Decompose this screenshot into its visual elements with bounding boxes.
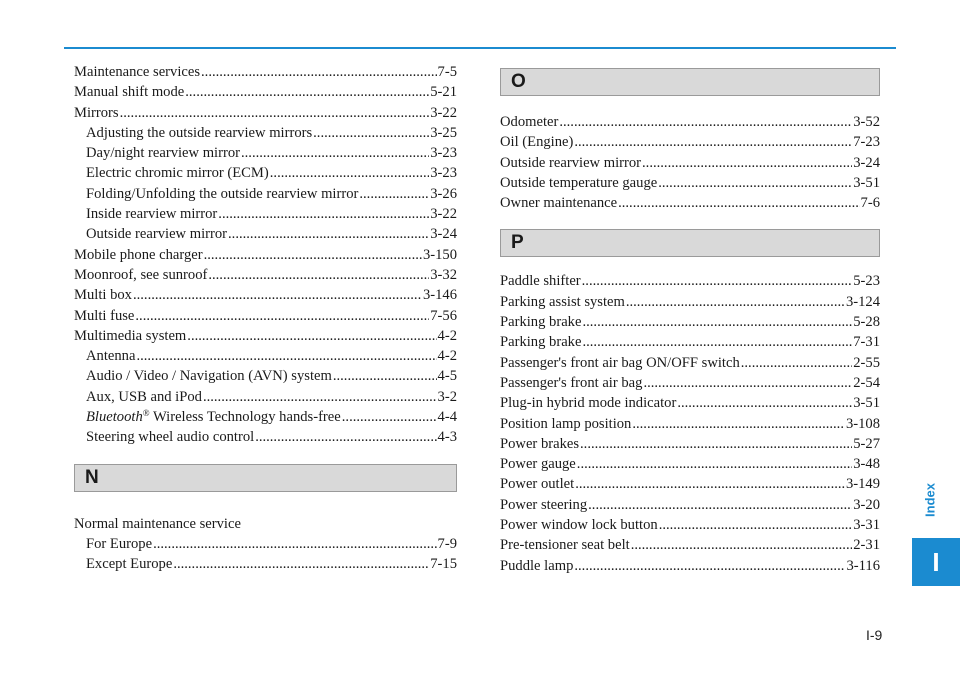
page-ref: 2-54 — [853, 374, 880, 391]
page-ref: 3-51 — [853, 174, 880, 191]
page-ref: 7-23 — [853, 134, 880, 151]
page-ref: 7-5 — [437, 64, 457, 80]
index-entry[interactable] — [500, 414, 880, 434]
page-ref: 4-4 — [437, 409, 457, 426]
index-entry[interactable] — [74, 123, 457, 143]
dot-leader — [659, 515, 853, 535]
dot-leader — [270, 163, 429, 183]
page-ref: 3-24 — [430, 226, 457, 243]
index-entry[interactable] — [500, 332, 880, 352]
page-ref: 3-2 — [437, 388, 457, 405]
index-entry[interactable] — [74, 265, 457, 285]
index-entry[interactable] — [500, 434, 880, 454]
entry-term: Power brakes — [500, 435, 580, 452]
page-ref: 3-51 — [853, 395, 880, 412]
index-entry[interactable] — [74, 285, 457, 305]
index-entry-normal-maintenance[interactable]: Normal maintenance service — [74, 515, 241, 532]
index-entry[interactable] — [500, 153, 880, 173]
index-entry[interactable] — [74, 184, 457, 204]
page-ref: 3-22 — [430, 104, 457, 121]
entry-term: Manual shift mode — [74, 84, 185, 101]
index-entry[interactable] — [500, 292, 880, 312]
page-ref: 4-2 — [437, 327, 457, 344]
section-side-label: Index — [922, 483, 938, 517]
index-entry[interactable] — [500, 132, 880, 152]
dot-leader — [201, 62, 437, 82]
entry-term: Paddle shifter — [500, 273, 581, 290]
dot-leader — [133, 285, 422, 305]
index-entry[interactable] — [500, 193, 880, 213]
entry-term: Power steering — [500, 496, 588, 513]
page-ref: 3-149 — [845, 476, 880, 493]
dot-leader — [255, 427, 436, 447]
index-entry[interactable] — [500, 373, 880, 393]
index-entry[interactable] — [74, 103, 457, 123]
dot-leader — [575, 474, 845, 494]
dot-leader — [582, 271, 853, 291]
page-ref: 7-9 — [437, 535, 457, 552]
p-entries — [500, 271, 880, 575]
page-ref: 3-23 — [430, 165, 457, 182]
page-ref: 4-3 — [437, 429, 457, 446]
page-ref: 3-26 — [430, 185, 457, 202]
page-ref: 4-2 — [437, 348, 457, 365]
dot-leader — [185, 82, 429, 102]
entry-term: Except Europe — [86, 556, 173, 573]
dot-leader — [241, 143, 429, 163]
dot-leader — [559, 112, 852, 132]
page-ref: 3-108 — [845, 415, 880, 432]
page-ref: 5-28 — [853, 314, 880, 331]
dot-leader — [642, 153, 852, 173]
index-entry[interactable] — [500, 474, 880, 494]
entry-term: Electric chromic mirror (ECM) — [86, 165, 269, 182]
page-ref: 3-124 — [845, 293, 880, 310]
page-ref: 2-55 — [853, 354, 880, 371]
entry-term: Multi box — [74, 287, 132, 304]
entry-term: Power gauge — [500, 456, 576, 473]
entry-term: Parking brake — [500, 314, 582, 331]
entry-term: Passenger's front air bag — [500, 374, 643, 391]
page-ref: 3-20 — [853, 496, 880, 513]
index-entry[interactable] — [500, 515, 880, 535]
page-ref: 3-24 — [853, 154, 880, 171]
entry-term: Maintenance services — [74, 64, 201, 80]
page-ref: 7-15 — [430, 556, 457, 573]
entry-term: Multi fuse — [74, 307, 135, 324]
index-entry[interactable] — [74, 306, 457, 326]
page-ref: 7-31 — [853, 334, 880, 351]
index-entry[interactable] — [74, 245, 457, 265]
right-column — [500, 68, 880, 576]
entry-term: Position lamp position — [500, 415, 632, 432]
index-entry[interactable] — [74, 554, 457, 574]
page-ref: 3-32 — [430, 266, 457, 283]
dot-leader — [173, 554, 429, 574]
dot-leader — [574, 556, 845, 576]
n-entries — [74, 534, 457, 575]
page-ref: 3-116 — [846, 557, 880, 574]
page-ref: 2-31 — [853, 537, 880, 554]
index-entry[interactable] — [74, 346, 457, 366]
index-entry[interactable] — [74, 82, 457, 102]
dot-leader — [228, 224, 429, 244]
dot-leader — [582, 332, 852, 352]
left-column — [74, 62, 457, 575]
page-ref: 3-25 — [430, 124, 457, 141]
entry-term: Plug-in hybrid mode indicator — [500, 395, 677, 412]
dot-leader — [313, 123, 429, 143]
entry-term: Multimedia system — [74, 327, 187, 344]
section-header-o: O — [500, 68, 880, 96]
index-entry[interactable] — [500, 556, 880, 576]
entry-term: Mirrors — [74, 104, 119, 121]
page-ref: 7-6 — [860, 195, 880, 212]
dot-leader — [580, 434, 852, 454]
index-entry[interactable] — [500, 112, 880, 132]
page-ref: 3-22 — [430, 206, 457, 223]
o-entries — [500, 112, 880, 213]
entry-term: Adjusting the outside rearview mirrors — [86, 124, 313, 141]
page-ref: 3-52 — [853, 114, 880, 130]
entry-term: Antenna — [86, 348, 136, 365]
entry-term: Puddle lamp — [500, 557, 574, 574]
entry-term: Owner maintenance — [500, 195, 618, 212]
page-ref: 5-23 — [853, 273, 880, 290]
dot-leader — [153, 534, 436, 554]
page-ref: 3-150 — [422, 246, 457, 263]
dot-leader — [136, 346, 436, 366]
index-entry[interactable] — [500, 312, 880, 332]
index-entry[interactable] — [500, 495, 880, 515]
dot-leader — [208, 265, 429, 285]
entry-term: Audio / Video / Navigation (AVN) system — [86, 368, 332, 385]
entry-term: Odometer — [500, 114, 559, 130]
dot-leader — [187, 326, 436, 346]
page-ref: 7-56 — [430, 307, 457, 324]
dot-leader — [342, 407, 437, 427]
index-entry[interactable] — [74, 387, 457, 407]
entry-term: Passenger's front air bag ON/OFF switch — [500, 354, 740, 371]
dot-leader — [333, 366, 437, 386]
entry-term: Moonroof, see sunroof — [74, 266, 208, 283]
dot-leader — [658, 173, 852, 193]
index-entry[interactable] — [500, 271, 880, 291]
index-entry[interactable] — [500, 535, 880, 555]
index-entry[interactable] — [74, 224, 457, 244]
dot-leader — [582, 312, 852, 332]
entry-term: Power outlet — [500, 476, 575, 493]
entry-term: Outside rearview mirror — [500, 154, 642, 171]
dot-leader — [135, 306, 429, 326]
page-number: I-9 — [866, 627, 883, 643]
page-ref: 3-23 — [430, 145, 457, 162]
dot-leader — [631, 535, 853, 555]
index-entry[interactable] — [500, 454, 880, 474]
dot-leader — [632, 414, 845, 434]
index-entry[interactable] — [500, 353, 880, 373]
dot-leader — [218, 204, 429, 224]
index-tab[interactable]: I — [912, 538, 960, 586]
index-entry[interactable] — [74, 326, 457, 346]
index-entry-bluetooth[interactable]: Bluetooth® Wireless Technology hands-free ..... 4-4 — [74, 407, 457, 427]
header-rule — [64, 47, 896, 49]
dot-leader — [574, 132, 852, 152]
entry-term: For Europe — [86, 535, 153, 552]
page-ref: 3-31 — [853, 517, 880, 534]
dot-leader — [120, 103, 430, 123]
dot-leader — [643, 373, 852, 393]
entry-term: Parking assist system — [500, 293, 625, 310]
m-entries — [74, 62, 457, 407]
entry-term: Mobile phone charger — [74, 246, 203, 263]
page-ref: 3-48 — [853, 456, 880, 473]
dot-leader — [618, 193, 859, 213]
index-entry[interactable] — [74, 62, 457, 82]
entry-term: Day/night rearview mirror — [86, 145, 240, 162]
dot-leader — [577, 454, 852, 474]
index-entry-steering-audio[interactable]: Steering wheel audio control ..... 4-3 — [74, 427, 457, 447]
index-entry[interactable] — [74, 204, 457, 224]
dot-leader — [741, 353, 852, 373]
entry-term: Aux, USB and iPod — [86, 388, 202, 405]
index-entry[interactable] — [74, 534, 457, 554]
entry-term: Outside rearview mirror — [86, 226, 228, 243]
entry-term: Pre-tensioner seat belt — [500, 537, 630, 554]
page-ref: 4-5 — [437, 368, 457, 385]
dot-leader — [203, 387, 437, 407]
page-ref: 3-146 — [422, 287, 457, 304]
index-entry[interactable] — [74, 163, 457, 183]
entry-term: Oil (Engine) — [500, 134, 574, 151]
section-header-p: P — [500, 229, 880, 257]
dot-leader — [588, 495, 852, 515]
entry-term: Folding/Unfolding the outside rearview mirror — [86, 185, 359, 202]
index-entry[interactable] — [74, 366, 457, 386]
entry-term: Outside temperature gauge — [500, 174, 658, 191]
page-ref: 5-27 — [853, 435, 880, 452]
entry-term: Inside rearview mirror — [86, 206, 218, 223]
dot-leader — [626, 292, 845, 312]
index-entry[interactable] — [74, 143, 457, 163]
entry-term: Power window lock button — [500, 517, 658, 534]
index-entry[interactable] — [500, 393, 880, 413]
dot-leader — [677, 393, 852, 413]
index-entry[interactable] — [500, 173, 880, 193]
entry-term: Parking brake — [500, 334, 582, 351]
dot-leader — [359, 184, 429, 204]
page-ref: 5-21 — [430, 84, 457, 101]
dot-leader — [204, 245, 422, 265]
section-header-n: N — [74, 464, 457, 492]
